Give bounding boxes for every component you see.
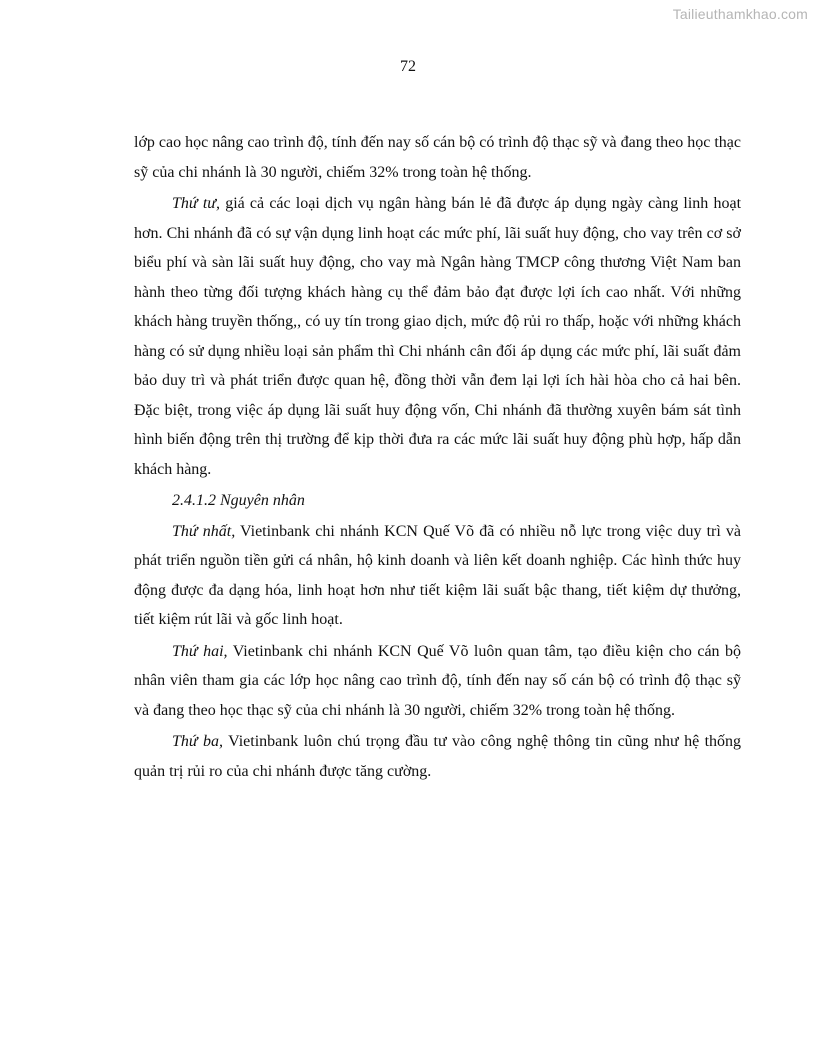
page-number: 72 — [400, 58, 416, 75]
paragraph-text: Vietinbank chi nhánh KCN Quế Võ đã có nhiều nỗ lực trong việc duy trì và phát triển nguồn tiền gửi cá nhân, hộ kinh doanh và liên kết doanh nghiệp. Các hình thức huy động được đa dạng hóa, linh hoạt hơn như tiết kiệm lãi suất bậc thang, tiết kiệm dự thưởng, tiết kiệm rút lãi và gốc linh hoạt. — [134, 522, 742, 628]
watermark: Tailieuthamkhao.com — [672, 6, 808, 22]
paragraph-text: giá cả các loại dịch vụ ngân hàng bán lẻ đã được áp dụng ngày càng linh hoạt hơn. Chi nhánh đã có sự vận dụng linh hoạt các mức phí, lãi suất huy động, cho vay trên cơ sở biểu phí và sàn lãi suất huy động, cho vay mà Ngân hàng TMCP công thương Việt Nam ban hành theo từng đối tượng khách hàng cụ thể đảm bảo đạt được lợi ích cao nhất. Với những khách hàng truyền thống,, có uy tín trong giao dịch, mức độ rủi ro thấp, hoặc với những khách hàng có sử dụng nhiều loại sản phẩm thì Chi nhánh cân đối áp dụng các mức phí, lãi suất đảm bảo duy trì và phát triển được quan hệ, đồng thời vẫn đem lại lợi ích hài hòa cho cả hai bên. Đặc biệt, trong việc áp dụng lãi suất huy động vốn, Chi nhánh đã thường xuyên bám sát tình hình biến động trên thị trường để kịp thời đưa ra các mức lãi suất huy động phù hợp, hấp dẫn khách hàng. — [134, 195, 742, 478]
document-body — [134, 128, 741, 788]
paragraph-lead: Thứ tư, — [172, 195, 220, 212]
paragraph-lead: Thứ ba, — [172, 733, 224, 750]
paragraph-continuation — [134, 128, 741, 187]
section-heading: 2.4.1.2 Nguyên nhân — [172, 492, 305, 509]
paragraph-text: Vietinbank luôn chú trọng đầu tư vào công nghệ thông tin cũng như hệ thống quản trị rủi ro của chi nhánh được tăng cường. — [134, 733, 742, 780]
paragraph-lead: Thứ hai, — [172, 642, 228, 660]
paragraph-thu-hai — [134, 637, 741, 726]
paragraph-text: Vietinbank chi nhánh KCN Quế Võ luôn quan tâm, tạo điều kiện cho cán bộ nhân viên tham gia các lớp học nâng cao trình độ, tính đến nay số cán bộ có trình độ thạc sỹ và đang theo học thạc sỹ của chi nhánh là 30 người, chiếm 32% trong toàn hệ thống. — [134, 642, 741, 719]
paragraph-thu-tu — [134, 189, 741, 484]
paragraph-text: lớp cao học nâng cao trình độ, tính đến nay số cán bộ có trình độ thạc sỹ và đang theo học thạc sỹ của chi nhánh là 30 người, chiếm 32% trong toàn hệ thống. — [134, 134, 741, 181]
paragraph-lead: Thứ nhất, — [172, 522, 236, 540]
paragraph-thu-ba — [134, 727, 741, 786]
paragraph-thu-nhat — [134, 517, 741, 635]
